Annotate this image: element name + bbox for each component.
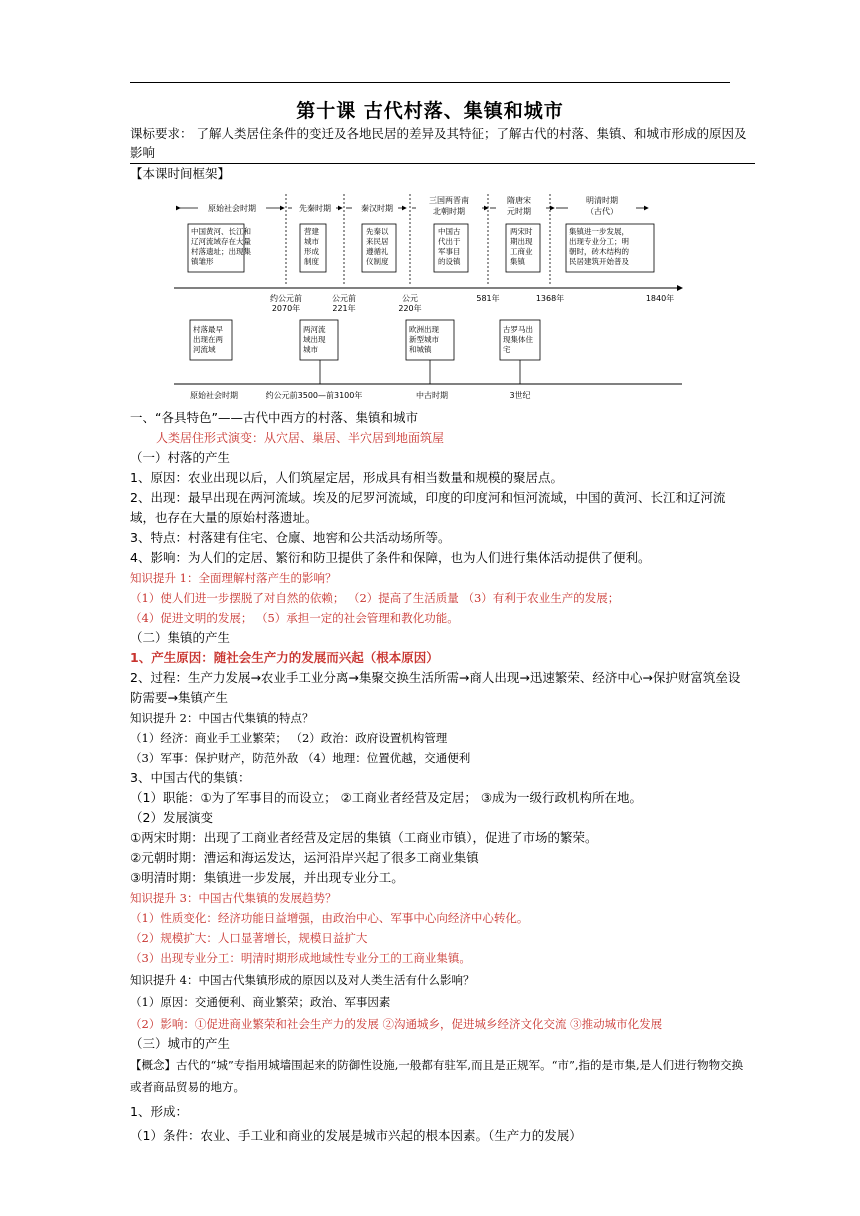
- svg-text:代出于: 代出于: [438, 237, 461, 246]
- top-rule: [130, 82, 730, 83]
- paragraph: 3、特点：村落建有住宅、仓廪、地窖和公共活动场所等。: [130, 530, 451, 545]
- paragraph: 2、过程：生产力发展→农业手工业分离→集聚交换生活所需→商人出现→迅速繁荣、经济中心→保护财富筑垒设防需要→集镇产生: [130, 670, 741, 705]
- svg-text:新型城市: 新型城市: [409, 335, 439, 344]
- knowledge-question: 知识提升 3：中国古代集镇的发展趋势？: [130, 891, 337, 905]
- svg-text:辽河流域存在大量: 辽河流域存在大量: [191, 237, 251, 246]
- axis-date: 581年: [476, 294, 500, 303]
- knowledge-answer: （1）原因：交通便利、商业繁荣；政治、军事因素: [130, 995, 391, 1009]
- svg-text:出现专业分工；明: 出现专业分工；明: [569, 237, 629, 246]
- svg-text:出现在两: 出现在两: [193, 335, 223, 344]
- knowledge-question: 知识提升 1：全面理解村落产生的影响？: [130, 571, 337, 585]
- svg-text:镇雏形: 镇雏形: [191, 257, 214, 266]
- svg-text:民居建筑开始普及: 民居建筑开始普及: [569, 257, 629, 266]
- svg-text:两河流: 两河流: [303, 325, 326, 334]
- paragraph: ②元朝时期：漕运和海运发达，运河沿岸兴起了很多工商业集镇: [130, 850, 479, 865]
- svg-text:中国古: 中国古: [438, 227, 461, 236]
- svg-text:的设镇: 的设镇: [438, 257, 461, 266]
- concept-paragraph: 【概念】古代的“城”专指用城墙围起来的防御性设施,一般都有驻军,而且是正规军。“市”,指的是市集,是人们进行物物交换或者商品贸易的地方。: [130, 1058, 744, 1094]
- subsection-heading: （一）村落的产生: [130, 450, 231, 465]
- svg-text:220年: 220年: [398, 304, 422, 313]
- axis-date: 约公元前: [270, 294, 302, 303]
- svg-text:村落遗址；出现集: 村落遗址；出现集: [191, 247, 251, 256]
- knowledge-answer: （1）性质变化：经济功能日益增强，由政治中心、军事中心向经济中心转化。: [130, 911, 529, 925]
- svg-text:和城镇: 和城镇: [409, 345, 432, 354]
- time-frame-label: 【本课时间框架】: [130, 166, 231, 181]
- svg-text:军事目: 军事目: [438, 247, 461, 256]
- paragraph: 3、中国古代的集镇：: [130, 770, 251, 785]
- period-label: 明清时期: [586, 196, 618, 205]
- svg-text:两宋时: 两宋时: [510, 227, 533, 236]
- svg-text:期出现: 期出现: [510, 237, 533, 246]
- world-period: 3世纪: [509, 391, 531, 400]
- knowledge-question: 知识提升 2：中国古代集镇的特点？: [130, 711, 314, 725]
- subsection-heading: （二）集镇的产生: [130, 630, 231, 645]
- period-label: 原始社会时期: [208, 204, 256, 213]
- paragraph: （1）条件：农业、手工业和商业的发展是城市兴起的根本因素。（生产力的发展）: [130, 1128, 582, 1143]
- knowledge-answer: （4）促进文明的发展； （5）承担一定的社会管理和教化功能。: [130, 611, 459, 625]
- svg-text:北朝时期: 北朝时期: [433, 207, 465, 216]
- knowledge-answer: （2）影响：①促进商业繁荣和社会生产力的发展 ②沟通城乡，促进城乡经济文化交流 ③推动城市化发展: [130, 1017, 663, 1031]
- knowledge-answer: （3）军事：保护财产，防范外敌 （4）地理：位置优越，交通便利: [130, 751, 471, 765]
- timeline-diagram: [170, 186, 690, 404]
- paragraph: （1）职能：①为了军事目的而设立； ②工商业者经营及定居； ③成为一级行政机构所在地。: [130, 790, 643, 805]
- page-title: 第十课 古代村落、集镇和城市: [296, 100, 564, 122]
- paragraph: 4、影响：为人们的定居、繁衍和防卫提供了条件和保障，也为人们进行集体活动提供了便利。: [130, 550, 651, 565]
- world-period: 原始社会时期: [190, 391, 238, 400]
- knowledge-answer: （2）规模扩大：人口显著增长，规模日益扩大: [130, 931, 368, 945]
- paragraph: 1、产生原因：随社会生产力的发展而兴起（根本原因）: [130, 650, 439, 665]
- svg-text:营建: 营建: [304, 227, 319, 236]
- svg-text:欧洲出现: 欧洲出现: [409, 325, 439, 334]
- period-label: 秦汉时期: [361, 204, 393, 213]
- section-heading: 一、“各具特色”——古代中西方的村落、集镇和城市: [130, 410, 418, 425]
- paragraph: （2）发展演变: [130, 810, 213, 825]
- axis-date: 1368年: [535, 294, 565, 303]
- svg-text:村落最早: 村落最早: [193, 325, 223, 334]
- svg-text:城市: 城市: [304, 237, 319, 246]
- svg-text:遵循礼: 遵循礼: [366, 247, 389, 256]
- svg-text:仪制度: 仪制度: [366, 257, 389, 266]
- knowledge-answer: （1）使人们进一步摆脱了对自然的依赖； （2）提高了生活质量 （3）有利于农业生产的发展；: [130, 591, 620, 605]
- svg-text:朝时，砖木结构的: 朝时，砖木结构的: [569, 247, 629, 256]
- svg-text:城市: 城市: [303, 345, 318, 354]
- svg-text:形成: 形成: [304, 247, 319, 256]
- axis-date: 公元前: [332, 294, 356, 303]
- svg-text:中国黄河、长江和: 中国黄河、长江和: [191, 227, 251, 236]
- svg-text:河流域: 河流域: [193, 345, 216, 354]
- world-period: 中古时期: [416, 391, 448, 400]
- period-label: 先秦时期: [299, 204, 331, 213]
- svg-text:元时期: 元时期: [507, 207, 531, 216]
- paragraph: 1、形成：: [130, 1104, 188, 1119]
- section-note: 人类居住形式演变：从穴居、巢居、半穴居到地面筑屋: [156, 431, 445, 445]
- svg-text:集镇进一步发展，: 集镇进一步发展，: [569, 227, 629, 236]
- svg-text:工商业: 工商业: [510, 247, 533, 256]
- period-label: 隋唐宋: [507, 196, 531, 205]
- lesson-content: [130, 408, 750, 1146]
- knowledge-answer: （1）经济：商业手工业繁荣； （2）政治：政府设置机构管理: [130, 731, 448, 745]
- svg-text:集镇: 集镇: [510, 257, 525, 266]
- subsection-heading: （三）城市的产生: [130, 1036, 231, 1051]
- world-period: 约公元前3500—前3100年: [265, 391, 363, 400]
- paragraph: ①两宋时期：出现了工商业者经营及定居的集镇（工商业市镇），促进了市场的繁荣。: [130, 830, 598, 845]
- svg-text:2070年: 2070年: [271, 304, 301, 313]
- svg-text:古罗马出: 古罗马出: [503, 325, 533, 334]
- svg-text:宅: 宅: [503, 345, 511, 354]
- paragraph: 2、出现：最早出现在两河流域。埃及的尼罗河流域，印度的印度河和恒河流域，中国的黄河、长江和辽河流域，也存在大量的原始村落遗址。: [130, 490, 726, 525]
- period-label: 三国两晋南: [429, 196, 469, 205]
- svg-text:221年: 221年: [332, 304, 356, 313]
- knowledge-question: 知识提升 4：中国古代集镇形成的原因以及对人类生活有什么影响？: [130, 973, 475, 987]
- svg-text:现集体住: 现集体住: [503, 335, 533, 344]
- svg-text:先秦以: 先秦以: [366, 227, 389, 236]
- svg-text:来民居: 来民居: [366, 237, 389, 246]
- svg-text:制度: 制度: [304, 257, 319, 266]
- axis-date: 公元: [402, 294, 418, 303]
- curriculum-requirement: 课标要求： 了解人类居住条件的变迁及各地民居的差异及其特征；了解古代的村落、集镇、和城市形成的原因及影响: [130, 126, 747, 160]
- paragraph: ③明清时期：集镇进一步发展，并出现专业分工。: [130, 870, 404, 885]
- paragraph: 1、原因：农业出现以后，人们筑屋定居，形成具有相当数量和规模的聚居点。: [130, 470, 563, 485]
- svg-text:（古代）: （古代）: [586, 207, 618, 216]
- svg-text:域出现: 域出现: [303, 335, 326, 344]
- knowledge-answer: （3）出现专业分工：明清时期形成地域性专业分工的工商业集镇。: [130, 951, 471, 965]
- axis-date: 1840年: [645, 294, 675, 303]
